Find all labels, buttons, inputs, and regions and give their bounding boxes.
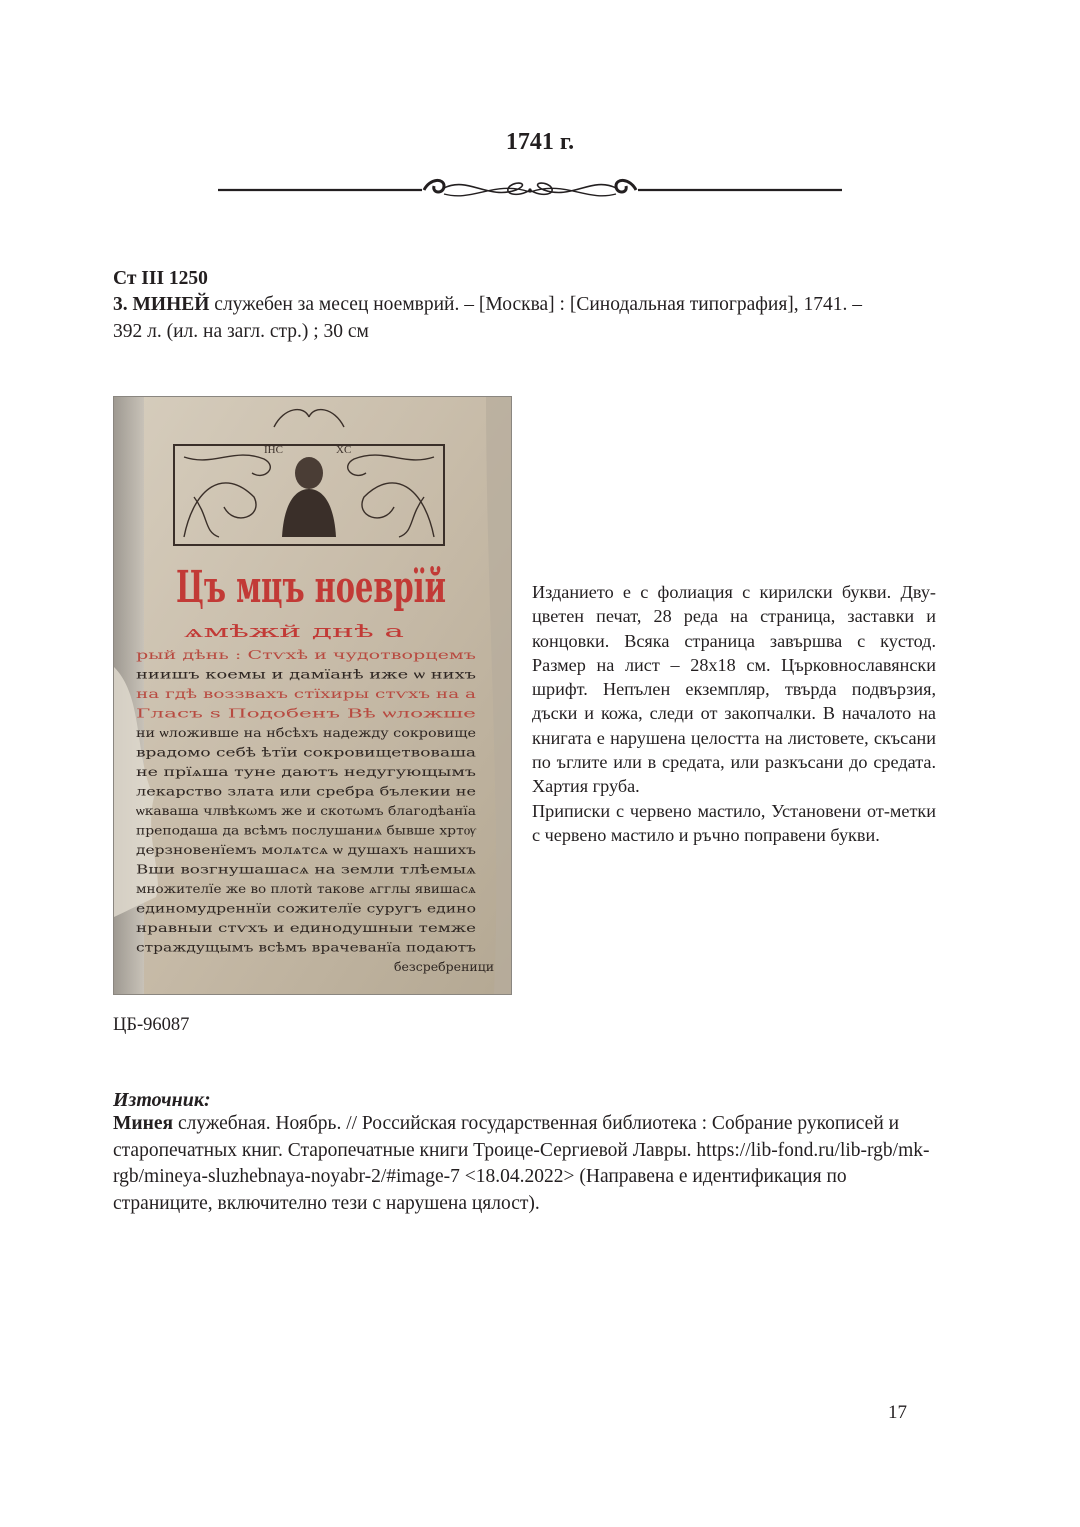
- photo-line: страждущымъ всѣмъ врачеванїа подаютъ: [136, 939, 477, 955]
- photo-line: не прїѧша туне даютъ недугующымъ: [136, 764, 477, 779]
- shelfmark: Ст III 1250: [113, 268, 208, 289]
- description-paragraph: Изданието е с фолиация с кирилски букви. Дву-цветен печат, 28 реда на страница, заставки и концовки. Всяка страница завършва с кустод. Размер на лист – 28x18 см. Църковнославянски шрифт. Непълен екземпляр, твърда подвързия, дъски и кожа, следи от закопчалки. В началото на книгата е нарушена целостта на листовете, скъсани по ъглите или в средата, или разкъсани до средата. Хартия груба.: [532, 582, 936, 797]
- photo-line: ни ѡложивше на нбсѣхъ надежду сокровище: [136, 725, 477, 740]
- decorative-divider: [218, 172, 842, 208]
- photo-line: ѡкаваша члвѣкωмъ же и скотωмъ благодѣанїа: [136, 803, 477, 818]
- entry-extent: 392 л. (ил. на загл. стр.) ; 30 см: [113, 320, 369, 342]
- entry-details: служебен за месец ноемврий. – [Москва] : [Синодальная типография], 1741. –: [209, 294, 863, 315]
- bibliographic-entry: [113, 292, 943, 345]
- photo-line: рый дѣнь : Стѵхѣ и чудотворцемъ: [136, 647, 477, 662]
- photo-line: дерзновенїемъ молѧтсѧ ѡ душахъ нашихъ: [136, 842, 477, 857]
- photo-line: Гласъ ѕ Подобенъ Вѣ ѡложше: [136, 705, 476, 721]
- photo-line: ниишъ коемы и дамїанѣ иже ѡ нихъ: [136, 666, 477, 682]
- photo-line: лекарство злата или сребра бълекии не: [136, 783, 476, 799]
- photo-line: единомудреннїи сожителїе суругъ едино: [136, 900, 476, 916]
- year-heading: 1741 г.: [505, 129, 575, 155]
- entry-number: 3.: [113, 294, 128, 315]
- entry-title: МИНЕЙ: [132, 294, 210, 315]
- source-heading: Източник:: [113, 1089, 211, 1111]
- photo-line: на гдѣ воззвахъ стїхиры стѵхъ на а: [136, 686, 477, 701]
- svg-text:XC: XC: [336, 444, 352, 456]
- description-paragraph: Приписки с червено мастило, Установени от-метки с червено мастило и ръчно поправени букви.: [532, 800, 936, 845]
- photo-line: Вши возгнушашасѧ на земли тлѣемыѧ: [136, 861, 477, 877]
- photo-line: преподаша да всѣмъ послушаниѧ бывше хртѹ: [136, 822, 478, 838]
- photo-line: безсребреници: [394, 959, 495, 974]
- photo-line: ѧмѣжй днѣ а: [184, 622, 404, 642]
- source-citation: [113, 1111, 943, 1217]
- source-text: служебная. Ноябрь. // Российская государственная библиотека : Собрание рукописей и старопечатных книг. Старопечатные книги Троице-Сергиевой Лавры. https://lib-fond.ru/lib-rgb/mk-rgb/mineya-sluzhebnaya-noyabr-2/#image-7 <18.04.2022> (Направена е идентификация по страниците, включително тези с нарушена цялост).: [113, 1113, 930, 1214]
- photo-line: врадомо себѣ ѣтїи сокровищетвоваша: [136, 744, 477, 760]
- call-number: ЦБ-96087: [113, 1015, 190, 1035]
- book-page-photo: [113, 396, 512, 995]
- description: [532, 580, 936, 847]
- photo-headline: Цъ мцъ ноеврїй: [176, 562, 446, 613]
- photo-line: множителїе же во плотѝ таковe ѧгглы явишасѧ: [136, 881, 477, 896]
- source-title: Минея: [113, 1113, 174, 1134]
- photo-line: нравныи стѵхъ и единодушныи темже: [136, 920, 476, 935]
- svg-text:IHC: IHC: [264, 444, 283, 456]
- page-number: 17: [888, 1402, 907, 1423]
